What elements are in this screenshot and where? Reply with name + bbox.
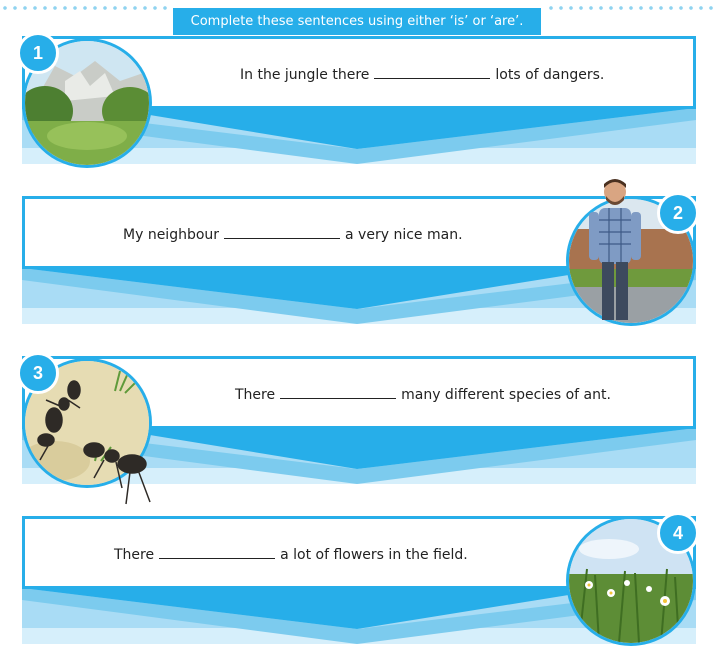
number-badge-1 — [17, 32, 59, 74]
sentence-4-after: a lot of flowers in the field. — [280, 547, 468, 563]
answer-blank-3[interactable] — [280, 385, 396, 399]
neighbour-figure — [585, 176, 645, 326]
answer-blank-4[interactable] — [159, 545, 275, 559]
number-badge-2 — [657, 192, 699, 234]
number-3: 3 — [32, 362, 43, 383]
sentence-1-before: In the jungle there — [240, 67, 370, 83]
number-2: 2 — [672, 202, 683, 223]
answer-blank-2[interactable] — [224, 225, 340, 239]
number-badge-4 — [657, 512, 699, 554]
dot-border-right — [546, 5, 716, 11]
number-1: 1 — [32, 42, 43, 63]
sentence-3-after: many different species of ant. — [401, 387, 611, 403]
instruction-header — [173, 8, 541, 35]
answer-blank-1[interactable] — [374, 65, 490, 79]
sentence-2-before: My neighbour — [123, 227, 220, 243]
instruction-text: Complete these sentences using either ‘is’ or ‘are’. — [190, 14, 524, 29]
dot-border-left — [0, 5, 170, 11]
sentence-1 — [240, 65, 604, 83]
sentence-3 — [235, 385, 611, 403]
number-4: 4 — [672, 522, 683, 543]
sentence-3-before: There — [235, 387, 276, 403]
sentence-1-after: lots of dangers. — [495, 67, 605, 83]
sentence-4 — [114, 545, 468, 563]
number-badge-3 — [17, 352, 59, 394]
sentence-2 — [123, 225, 463, 243]
sentence-4-before: There — [114, 547, 155, 563]
sentence-2-after: a very nice man. — [345, 227, 463, 243]
